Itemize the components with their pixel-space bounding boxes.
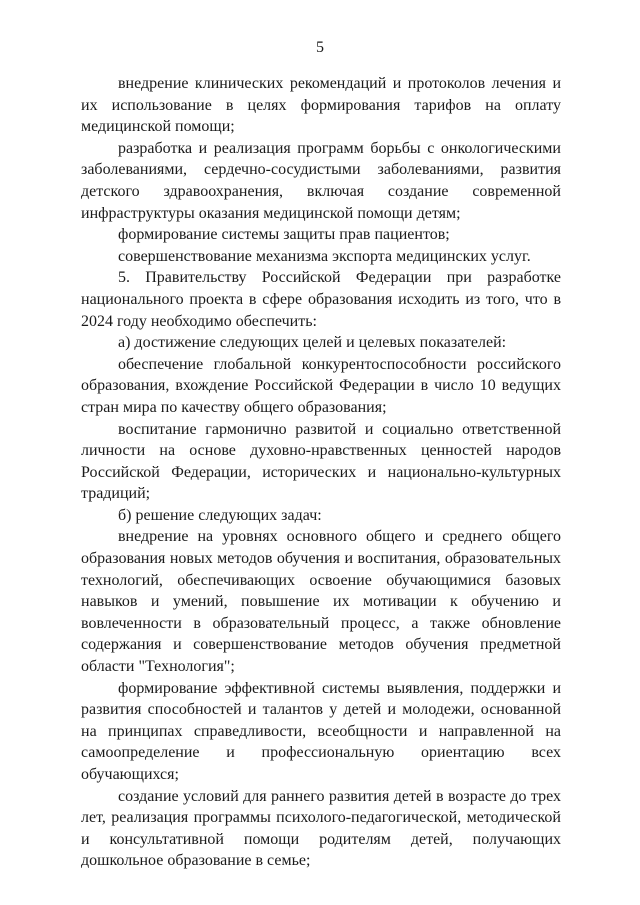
paragraph-patient-rights: формирование системы защиты прав пациентов; — [118, 226, 450, 244]
paragraph-medical-export: совершенствование механизма экспорта медицинских услуг. — [118, 247, 531, 265]
paragraph-talent-system: формирование эффективной системы выявления, поддержки и развития способностей и талантов у детей и молодежи, основанной на принципах справедливости, всеобщности и направленной на самоопределение и профессиональную ориентацию всех обучающихся; — [81, 679, 561, 783]
document-body — [81, 73, 561, 872]
paragraph-global-competitiveness: обеспечение глобальной конкурентоспособности российского образования, вхождение Российской Федерации в число 10 ведущих стран мира по качеству общего образования; — [81, 355, 561, 416]
paragraph-tasks-heading: б) решение следующих задач: — [118, 506, 322, 524]
paragraph-section-5: 5. Правительству Российской Федерации при разработке национального проекта в сфере образования исходить из того, что в 2024 году необходимо обеспечить: — [81, 269, 561, 330]
paragraph-goals-heading: а) достижение следующих целей и целевых показателей: — [118, 334, 507, 352]
paragraph-early-development: создание условий для раннего развития детей в возрасте до трех лет, реализация программы психолого-педагогической, методической и консультативной помощи родителям детей, получающих дошкольное образование в семье; — [81, 787, 561, 870]
paragraph-clinical-recommendations: внедрение клинических рекомендаций и протоколов лечения и их использование в целях формирования тарифов на оплату медицинской помощи; — [81, 75, 561, 136]
paragraph-personality-education: воспитание гармонично развитой и социально ответственной личности на основе духовно-нравственных ценностей народов Российской Федерации, исторических и национально-культурных традиций; — [81, 420, 561, 503]
page-number: 5 — [316, 39, 324, 56]
paragraph-new-methods: внедрение на уровнях основного общего и среднего общего образования новых методов обучения и воспитания, образовательных технологий, обеспечивающих освоение обучающимися базовых навыков и умений, повышение их мотивации к обучению и вовлеченности в образовательный процесс, а также обновление содержания и совершенствование методов обучения предметной области "Технология"; — [81, 528, 561, 676]
paragraph-disease-programs: разработка и реализация программ борьбы с онкологическими заболеваниями, сердечно-сосудистыми заболеваниями, развития детского здравоохранения, включая создание современной инфраструктуры оказания медицинской помощи детям; — [81, 139, 561, 222]
